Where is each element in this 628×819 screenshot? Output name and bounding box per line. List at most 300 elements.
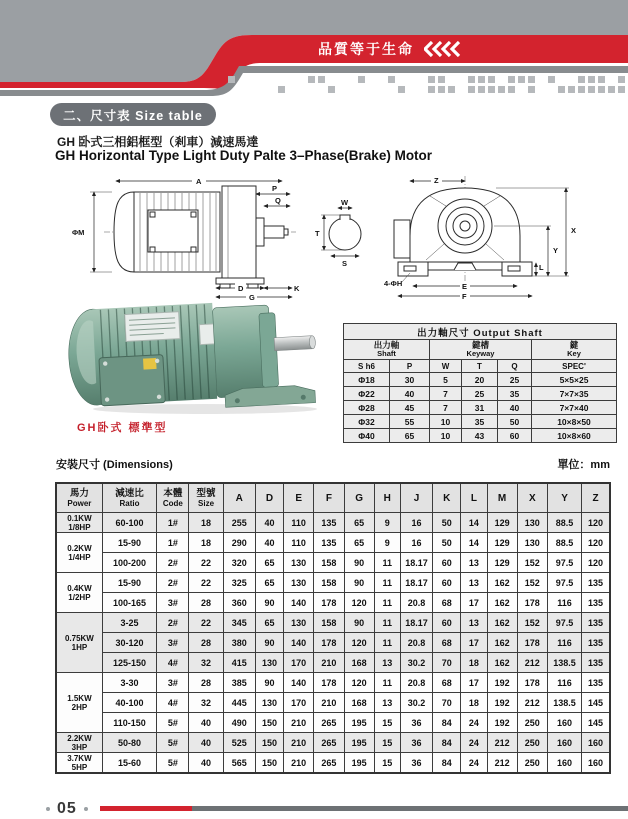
page-number-value: 05 xyxy=(57,800,77,817)
unit-label: 單位：mm xyxy=(557,459,610,471)
cell: 24 xyxy=(461,713,487,733)
cell: 10×8×60 xyxy=(532,429,617,443)
cell: 130 xyxy=(255,693,283,713)
dim-label: E xyxy=(462,282,468,291)
column-header xyxy=(157,483,189,513)
cell: 135 xyxy=(314,533,344,553)
cell: 11 xyxy=(374,573,400,593)
cell: 5×5×25 xyxy=(532,373,617,387)
chevrons-left-icon xyxy=(424,41,462,57)
cell: 65 xyxy=(255,613,283,633)
dimensions-label-en: (Dimensions) xyxy=(100,459,173,471)
cell: 5# xyxy=(157,753,189,774)
column-header: S h6 xyxy=(344,360,390,373)
cell: 130 xyxy=(284,613,314,633)
cell: 130 xyxy=(284,553,314,573)
cell: 50 xyxy=(498,415,532,429)
mosaic-square xyxy=(618,86,625,93)
title-chinese: GH 卧式三相鋁框型（剎車）減速馬達 xyxy=(57,135,259,149)
cell: 13 xyxy=(461,573,487,593)
cell: 88.5 xyxy=(547,533,581,553)
page-number xyxy=(46,800,88,818)
cell: 17 xyxy=(461,593,487,613)
cell: 152 xyxy=(517,553,547,573)
column-header: E xyxy=(284,483,314,513)
cell: 20.8 xyxy=(400,633,432,653)
mosaic-square xyxy=(468,76,475,83)
cell: 20.8 xyxy=(400,593,432,613)
mosaic-square xyxy=(608,86,615,93)
cell: 162 xyxy=(487,653,517,673)
cell: 210 xyxy=(284,733,314,753)
mosaic-square xyxy=(528,86,535,93)
cell: 3# xyxy=(157,633,189,653)
cell: 13 xyxy=(374,653,400,673)
cell: 32 xyxy=(189,693,223,713)
cell: 7 xyxy=(430,387,462,401)
mosaic-square xyxy=(448,86,455,93)
cell: 40 xyxy=(255,533,283,553)
cell: 380 xyxy=(223,633,255,653)
cell: 129 xyxy=(487,533,517,553)
cell: 9 xyxy=(374,513,400,533)
dim-label: 4-ΦH xyxy=(384,279,403,288)
cell: 162 xyxy=(487,593,517,613)
cell: 192 xyxy=(487,713,517,733)
mosaic-square xyxy=(578,86,585,93)
cell: 18 xyxy=(189,533,223,553)
power-cell xyxy=(56,613,102,673)
cell: 360 xyxy=(223,593,255,613)
group-header-key xyxy=(532,340,617,360)
power-kw: 0.4KW xyxy=(67,583,92,593)
cell: 24 xyxy=(461,753,487,774)
column-header: L xyxy=(461,483,487,513)
cell: 2# xyxy=(157,553,189,573)
cell: 525 xyxy=(223,733,255,753)
side-view-drawing xyxy=(72,176,300,300)
mosaic-pattern xyxy=(0,76,628,98)
cell: 110 xyxy=(284,513,314,533)
photo-caption: GH卧式 標準型 xyxy=(77,422,168,434)
table-row xyxy=(56,613,610,633)
cell: 110-150 xyxy=(102,713,156,733)
cell: 4# xyxy=(157,693,189,713)
table-row xyxy=(344,415,617,429)
mosaic-square xyxy=(578,76,585,83)
power-kw: 0.2KW xyxy=(67,543,92,553)
power-kw: 0.75KW xyxy=(64,633,94,643)
cell: 152 xyxy=(517,573,547,593)
cell: 30-120 xyxy=(102,633,156,653)
column-header: Q xyxy=(498,360,532,373)
cell: 135 xyxy=(314,513,344,533)
cell: 135 xyxy=(582,573,610,593)
cell: 31 xyxy=(462,401,498,415)
cell: 15-90 xyxy=(102,573,156,593)
output-shaft-title: 出力軸尺寸 Output Shaft xyxy=(344,324,617,340)
table-row xyxy=(56,693,610,713)
mosaic-square xyxy=(588,76,595,83)
column-header xyxy=(56,483,102,513)
group-label: 出力軸 xyxy=(373,340,400,350)
column-header xyxy=(189,483,223,513)
cell: 100-200 xyxy=(102,553,156,573)
cell: 60-100 xyxy=(102,513,156,533)
cell: 178 xyxy=(517,673,547,693)
cell: 40-100 xyxy=(102,693,156,713)
cell: 97.5 xyxy=(547,613,581,633)
table-row xyxy=(56,653,610,673)
cell: 178 xyxy=(517,593,547,613)
cell: 140 xyxy=(284,593,314,613)
shaft-section-drawing xyxy=(315,198,361,268)
cell: 445 xyxy=(223,693,255,713)
dim-label: X xyxy=(571,226,577,235)
cell: 70 xyxy=(433,693,461,713)
column-header-en: Code xyxy=(162,499,183,508)
power-kw: 2.2KW xyxy=(67,733,92,743)
cell: 11 xyxy=(374,593,400,613)
cell: 65 xyxy=(344,513,374,533)
column-header: G xyxy=(344,483,374,513)
cell: 160 xyxy=(547,733,581,753)
cell: 35 xyxy=(498,387,532,401)
cell: 116 xyxy=(547,633,581,653)
cell: 5 xyxy=(430,373,462,387)
column-header: SPEC' xyxy=(532,360,617,373)
cell: 110 xyxy=(284,533,314,553)
cell: 65 xyxy=(390,429,430,443)
mosaic-square xyxy=(598,76,605,83)
cell: 55 xyxy=(390,415,430,429)
dim-label: Q xyxy=(275,196,281,205)
power-kw: 3.7KW xyxy=(67,753,92,763)
cell: 145 xyxy=(582,713,610,733)
cell: 14 xyxy=(461,533,487,553)
cell: 160 xyxy=(582,753,610,774)
mosaic-square xyxy=(438,76,445,83)
power-kw: 1.5KW xyxy=(67,693,92,703)
power-cell xyxy=(56,573,102,613)
cell: 35 xyxy=(462,415,498,429)
table-row xyxy=(56,513,610,533)
cell: 265 xyxy=(314,753,344,774)
column-header-en: Size xyxy=(198,499,215,508)
cell: 11 xyxy=(374,553,400,573)
power-cell xyxy=(56,533,102,573)
mosaic-square xyxy=(318,76,325,83)
output-shaft xyxy=(274,336,313,351)
cell: 210 xyxy=(314,693,344,713)
cell: 20.8 xyxy=(400,673,432,693)
mosaic-square xyxy=(588,86,595,93)
cell: 10 xyxy=(430,415,462,429)
group-label: Key xyxy=(567,349,581,358)
power-hp: 2HP xyxy=(71,702,88,712)
cell: 150 xyxy=(255,733,283,753)
cell: 5# xyxy=(157,733,189,753)
cell: 192 xyxy=(487,693,517,713)
cell: 129 xyxy=(487,513,517,533)
cell: 345 xyxy=(223,613,255,633)
table-row xyxy=(56,673,610,693)
dimensions-label xyxy=(56,456,173,472)
cell: 3# xyxy=(157,673,189,693)
cell: 150 xyxy=(255,753,283,774)
column-header-en: Power xyxy=(67,499,92,508)
cell: 30 xyxy=(390,373,430,387)
dims-header-row xyxy=(56,483,610,513)
mosaic-square xyxy=(568,86,575,93)
cell: 178 xyxy=(314,593,344,613)
dim-label: P xyxy=(272,184,278,193)
cell: Φ28 xyxy=(344,401,390,415)
table-row xyxy=(344,401,617,415)
cell: 22 xyxy=(189,553,223,573)
dimension-drawings xyxy=(50,174,600,300)
cell: 178 xyxy=(314,633,344,653)
cell: 2# xyxy=(157,573,189,593)
cell: 68 xyxy=(433,633,461,653)
cell: 88.5 xyxy=(547,513,581,533)
cell: 210 xyxy=(284,713,314,733)
cell: 90 xyxy=(255,633,283,653)
cell: 170 xyxy=(284,693,314,713)
cell: 11 xyxy=(374,613,400,633)
cell: 50 xyxy=(433,513,461,533)
cell: 160 xyxy=(547,753,581,774)
mosaic-square xyxy=(468,86,475,93)
cell: Φ40 xyxy=(344,429,390,443)
cell: 170 xyxy=(284,653,314,673)
power-hp: 1/4HP xyxy=(68,552,91,562)
cell: 116 xyxy=(547,673,581,693)
cell: 125-150 xyxy=(102,653,156,673)
column-header-zh: 本體 xyxy=(163,488,183,499)
cell: 129 xyxy=(487,553,517,573)
mosaic-square xyxy=(618,76,625,83)
mosaic-square xyxy=(308,76,315,83)
cell: 70 xyxy=(433,653,461,673)
cell: 20 xyxy=(462,373,498,387)
output-shaft-tbody xyxy=(344,373,617,443)
power-kw: 0.1KW xyxy=(67,513,92,523)
cell: 17 xyxy=(461,633,487,653)
cell: 15-90 xyxy=(102,533,156,553)
table-row xyxy=(56,553,610,573)
cell: 250 xyxy=(517,713,547,733)
cell: 212 xyxy=(517,693,547,713)
cell: 60 xyxy=(433,553,461,573)
mosaic-square xyxy=(518,76,525,83)
mosaic-square xyxy=(508,76,515,83)
dimensions-label-zh: 安裝尺寸 xyxy=(56,459,100,471)
footer-dot xyxy=(46,807,50,811)
cell: 130 xyxy=(517,513,547,533)
mosaic-square xyxy=(558,86,565,93)
mosaic-square xyxy=(478,86,485,93)
cell: 84 xyxy=(433,733,461,753)
group-header-shaft xyxy=(344,340,430,360)
cell: 140 xyxy=(284,633,314,653)
cell: 32 xyxy=(189,653,223,673)
cell: 90 xyxy=(344,573,374,593)
banner-slogan: 品質等于生命 xyxy=(318,41,414,57)
dim-label: G xyxy=(249,293,255,300)
table-row xyxy=(344,373,617,387)
cell: 18 xyxy=(461,653,487,673)
cell: 178 xyxy=(314,673,344,693)
cell: 84 xyxy=(433,713,461,733)
cell: 18.17 xyxy=(400,553,432,573)
cell: 1# xyxy=(157,513,189,533)
title-english: GH Horizontal Type Light Duty Palte 3–Phase(Brake) Motor xyxy=(55,148,433,163)
cell: 195 xyxy=(344,753,374,774)
column-header: A xyxy=(223,483,255,513)
dim-label: F xyxy=(462,292,467,300)
column-header: Z xyxy=(582,483,610,513)
table-row xyxy=(56,733,610,753)
cell: Φ32 xyxy=(344,415,390,429)
mosaic-square xyxy=(358,76,365,83)
cell: 25 xyxy=(498,373,532,387)
cell: 18 xyxy=(189,513,223,533)
dim-label: Y xyxy=(553,246,559,255)
cell: 97.5 xyxy=(547,573,581,593)
cell: 160 xyxy=(582,733,610,753)
cell: 90 xyxy=(344,553,374,573)
mosaic-square xyxy=(278,86,285,93)
column-header: F xyxy=(314,483,344,513)
column-header: X xyxy=(517,483,547,513)
cell: 36 xyxy=(400,713,432,733)
cell: 28 xyxy=(189,673,223,693)
column-header-zh: 馬力 xyxy=(69,488,89,499)
table-row xyxy=(56,753,610,774)
cell: 43 xyxy=(462,429,498,443)
cell: 210 xyxy=(284,753,314,774)
cell: 120 xyxy=(582,553,610,573)
output-shaft-table xyxy=(343,323,617,443)
column-header: K xyxy=(433,483,461,513)
power-hp: 3HP xyxy=(71,742,88,752)
table-row xyxy=(344,387,617,401)
mosaic-square xyxy=(428,86,435,93)
mosaic-square xyxy=(548,76,555,83)
cell: 195 xyxy=(344,733,374,753)
cell: 130 xyxy=(284,573,314,593)
cell: 3-25 xyxy=(102,613,156,633)
cell: 168 xyxy=(344,693,374,713)
cell: 1# xyxy=(157,533,189,553)
dim-label: D xyxy=(238,284,244,293)
cell: 25 xyxy=(462,387,498,401)
cell: 3# xyxy=(157,593,189,613)
cell: 152 xyxy=(517,613,547,633)
cell: 68 xyxy=(433,673,461,693)
cell: 18.17 xyxy=(400,573,432,593)
table-row xyxy=(344,429,617,443)
cell: 18 xyxy=(461,693,487,713)
power-cell xyxy=(56,513,102,533)
power-cell xyxy=(56,733,102,753)
cell: 24 xyxy=(461,733,487,753)
cell: 135 xyxy=(582,673,610,693)
cell: 250 xyxy=(517,753,547,774)
cell: 265 xyxy=(314,733,344,753)
cell: 116 xyxy=(547,593,581,613)
cell: 212 xyxy=(487,733,517,753)
cell: 250 xyxy=(517,733,547,753)
gear-motor-photo xyxy=(55,297,331,415)
dim-label: Z xyxy=(434,176,439,185)
cell: 90 xyxy=(255,673,283,693)
front-view-drawing xyxy=(384,176,576,300)
dim-label: S xyxy=(342,259,348,268)
cell: 13 xyxy=(461,613,487,633)
mosaic-square xyxy=(398,86,405,93)
cell: 150 xyxy=(255,713,283,733)
dim-label: L xyxy=(539,263,544,272)
column-header: Y xyxy=(547,483,581,513)
cell: 565 xyxy=(223,753,255,774)
cell: 18.17 xyxy=(400,613,432,633)
cell: 40 xyxy=(189,713,223,733)
power-cell xyxy=(56,753,102,774)
cell: 162 xyxy=(487,633,517,653)
power-hp: 1/8HP xyxy=(68,522,91,532)
cell: 158 xyxy=(314,613,344,633)
cell: Φ18 xyxy=(344,373,390,387)
cell: 100-165 xyxy=(102,593,156,613)
cell: 135 xyxy=(582,613,610,633)
dim-label: W xyxy=(341,198,349,207)
cell: 158 xyxy=(314,553,344,573)
column-header: J xyxy=(400,483,432,513)
cell: 120 xyxy=(582,533,610,553)
cell: 490 xyxy=(223,713,255,733)
cell: 68 xyxy=(433,593,461,613)
column-header: H xyxy=(374,483,400,513)
column-header-en: Ratio xyxy=(119,499,140,508)
cell: 40 xyxy=(498,401,532,415)
table-row xyxy=(56,573,610,593)
cell: 120 xyxy=(344,593,374,613)
mosaic-square xyxy=(508,86,515,93)
cell: Φ22 xyxy=(344,387,390,401)
power-hp: 5HP xyxy=(71,762,88,772)
cell: 90 xyxy=(344,613,374,633)
mosaic-square xyxy=(328,86,335,93)
cell: 4# xyxy=(157,653,189,673)
cell: 290 xyxy=(223,533,255,553)
footer-bar xyxy=(100,806,628,811)
cell: 130 xyxy=(517,533,547,553)
cell: 60 xyxy=(433,613,461,633)
cell: 40 xyxy=(255,513,283,533)
cell: 15 xyxy=(374,753,400,774)
cell: 50 xyxy=(433,533,461,553)
cell: 160 xyxy=(547,713,581,733)
cell: 138.5 xyxy=(547,653,581,673)
dim-label: K xyxy=(294,284,300,293)
power-hp: 1HP xyxy=(71,642,88,652)
group-header-keyway xyxy=(430,340,532,360)
cell: 385 xyxy=(223,673,255,693)
cell: 10×8×50 xyxy=(532,415,617,429)
dim-label: T xyxy=(315,229,320,238)
